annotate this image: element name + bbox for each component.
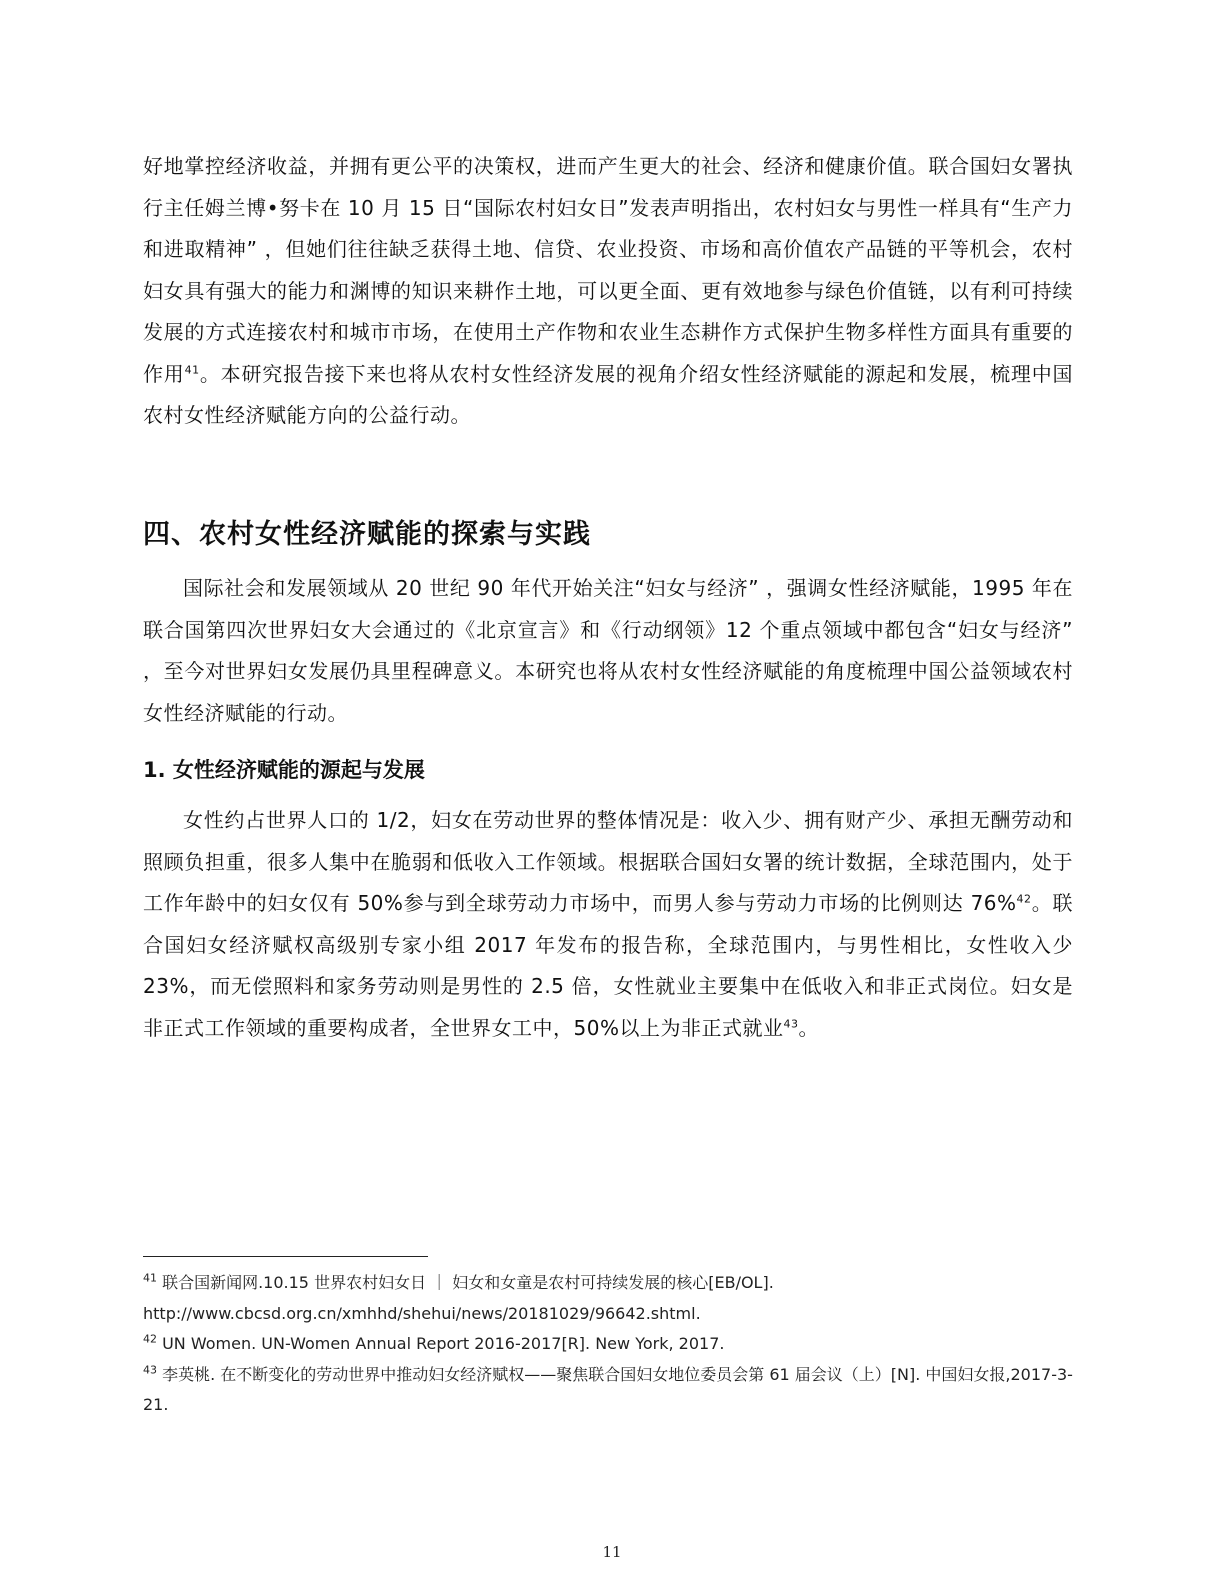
footnote-41-url[interactable]: http://www.cbcsd.org.cn/xmhhd/shehui/news/20181029/96642.shtml. <box>143 1303 701 1323</box>
section-4-text: 国际社会和发展领域从 20 世纪 90 年代开始关注“妇女与经济” ，强调女性经济赋能，1995 年在联合国第四次世界妇女大会通过的《北京宣言》和《行动纲领》12 个重点领域中都包含“妇女与经济” ，至今对世界妇女发展仍具里程碑意义。本研究也将从农村女性经济赋能的角度梳理中国公益领域农村女性经济赋能的行动。 <box>143 576 1073 725</box>
footnote-42-line-1: UN Women. UN-Women Annual Report 2016-2017[R]. New York, 2017. <box>157 1334 725 1353</box>
subsection-heading-1: 1. 女性经济赋能的源起与发展 <box>143 758 425 782</box>
intro-paragraph <box>143 146 1073 437</box>
footnote-43 <box>143 1360 1073 1421</box>
footnote-43-line-1: 李英桃. 在不断变化的劳动世界中推动妇女经济赋权——聚焦联合国妇女地位委员会第 61 届会议（上）[N]. 中国妇女报,2017-3-21. <box>143 1364 1073 1414</box>
intro-text-2: 。本研究报告接下来也将从农村女性经济发展的视角介绍女性经济赋能的源起和发展，梳理中国农村女性经济赋能方向的公益行动。 <box>143 361 1074 427</box>
footnote-ref-42[interactable]: 42 <box>1016 892 1032 906</box>
footnote-43-marker: 43 <box>143 1363 157 1377</box>
subsection-1-text-1: 女性约占世界人口的 1/2，妇女在劳动世界的整体情况是：收入少、拥有财产少、承担无酬劳动和照顾负担重，很多人集中在脆弱和低收入工作领域。根据联合国妇女署的统计数据，全球范围内，处于工作年龄中的妇女仅有 50%参与到全球劳动力市场中，而男人参与劳动力市场的比例则达 76% <box>143 808 1073 915</box>
footnote-41-marker: 41 <box>143 1271 157 1285</box>
footnote-41 <box>143 1268 1073 1299</box>
page-number: 11 <box>602 1543 622 1561</box>
footnote-41-line-1: 联合国新闻网.10.15 世界农村妇女日 ｜ 妇女和女童是农村可持续发展的核心[EB/OL]. <box>157 1273 774 1292</box>
section-4-paragraph <box>143 568 1073 734</box>
footnote-ref-43[interactable]: 43 <box>783 1016 799 1030</box>
section-heading-4: 四、农村女性经济赋能的探索与实践 <box>143 519 591 550</box>
subsection-1-paragraph <box>143 800 1073 1049</box>
subsection-1-text-2: 。联合国妇女经济赋权高级别专家小组 2017 年发布的报告称，全球范围内，与男性相比，女性收入少 23%，而无偿照料和家务劳动则是男性的 2.5 倍，女性就业主要集中在低收入和非正式岗位。妇女是非正式工作领域的重要构成者，全世界女工中，50%以上为非正式就业 <box>143 891 1074 1040</box>
footnote-42-marker: 42 <box>143 1332 157 1346</box>
footnote-42 <box>143 1329 1073 1360</box>
footnotes <box>143 1268 1073 1421</box>
intro-text-1: 好地掌控经济收益，并拥有更公平的决策权，进而产生更大的社会、经济和健康价值。联合国妇女署执行主任姆兰博•努卡在 10 月 15 日“国际农村妇女日”发表声明指出，农村妇女与男性一样具有“生产力和进取精神” ，但她们往往缺乏获得土地、信贷、农业投资、市场和高价值农产品链的平等机会，农村妇女具有强大的能力和渊博的知识来耕作土地，可以更全面、更有效地参与绿色价值链，以有利可持续发展的方式连接农村和城市市场，在使用土产作物和农业生态耕作方式保护生物多样性方面具有重要的作用 <box>143 154 1073 386</box>
subsection-1-text-3: 。 <box>798 1015 819 1040</box>
footnote-divider <box>143 1256 428 1257</box>
footnote-ref-41[interactable]: 41 <box>184 362 200 376</box>
